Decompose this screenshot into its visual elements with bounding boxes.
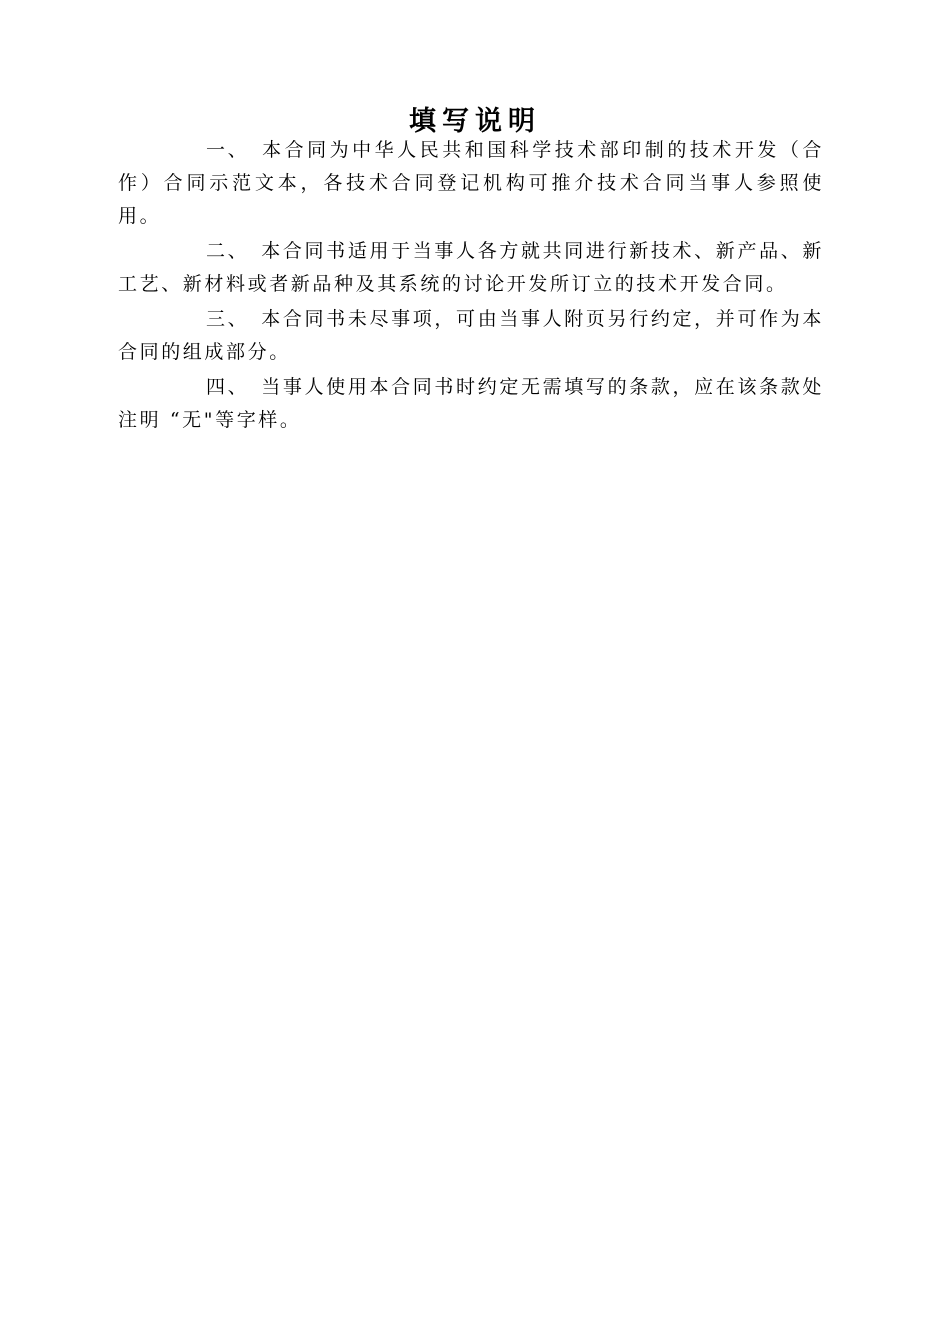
instruction-paragraph xyxy=(118,134,824,233)
instruction-paragraph xyxy=(118,303,824,369)
instruction-paragraph xyxy=(118,235,824,301)
document-title: 填写说明 xyxy=(409,106,541,137)
paragraph-number: 一、 xyxy=(206,139,250,161)
paragraph-text: 本合同书未尽事项，可由当事人附页另行约定，并可作为本合同的组成部分。 xyxy=(118,308,824,363)
paragraph-text: 本合同为中华人民共和国科学技术部印制的技术开发（合作）合同示范文本，各技术合同登记机构可推介技术合同当事人参照使用。 xyxy=(118,139,824,227)
paragraph-number: 二、 xyxy=(206,240,250,262)
paragraph-number: 三、 xyxy=(206,308,250,330)
paragraph-number: 四、 xyxy=(206,376,250,398)
instructions-body xyxy=(118,134,824,439)
paragraph-text: 本合同书适用于当事人各方就共同进行新技术、新产品、新工艺、新材料或者新品种及其系统的讨论开发所订立的技术开发合同。 xyxy=(118,240,824,295)
paragraph-text: 当事人使用本合同书时约定无需填写的条款，应在该条款处注明 “无"等字样。 xyxy=(118,376,824,431)
instruction-paragraph xyxy=(118,371,824,437)
